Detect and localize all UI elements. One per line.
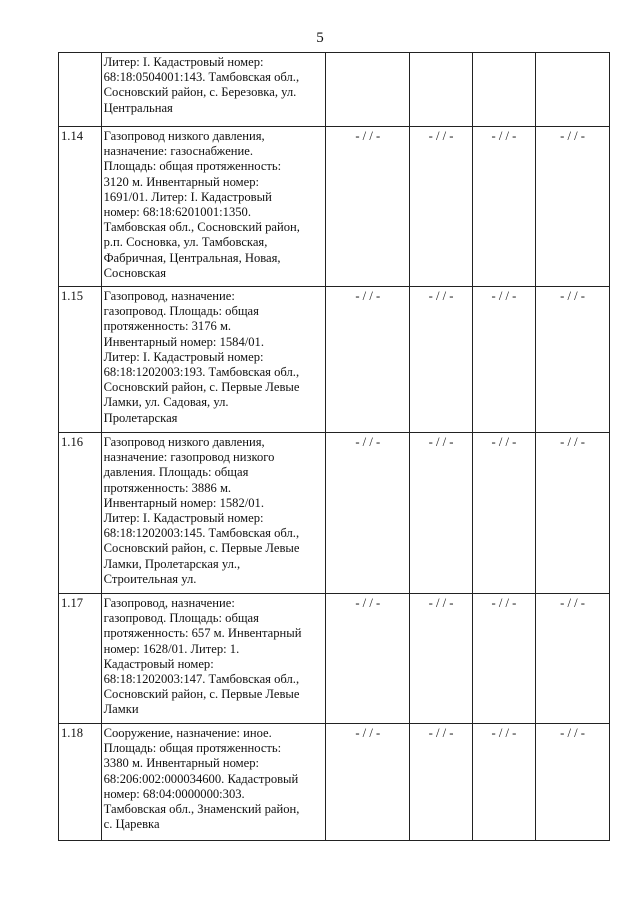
- row-col-3: [410, 287, 472, 433]
- row-col-4: [472, 127, 535, 287]
- row-col-4: [472, 724, 535, 841]
- table-row: [59, 53, 610, 127]
- row-col-5-text: - / / -: [560, 129, 585, 143]
- row-number: [59, 433, 102, 594]
- row-col-4-text: - / / -: [491, 726, 517, 740]
- row-number-text: 1.16: [61, 435, 84, 449]
- row-description-text: Литер: I. Кадастровый номер: 68:18:0504001:143. Тамбовская обл., Сосновский район, с. Березовка, ул. Центральная: [103, 55, 300, 115]
- row-number: [59, 53, 102, 127]
- row-col-4: [472, 433, 535, 594]
- row-col-2-text: - / / -: [355, 596, 381, 610]
- row-col-4-text: - / / -: [491, 129, 517, 143]
- row-col-2: [326, 287, 410, 433]
- table-row: [59, 287, 610, 433]
- row-col-2-text: - / / -: [355, 726, 381, 740]
- row-col-3: [410, 724, 472, 841]
- row-col-3-text: - / / -: [428, 129, 454, 143]
- row-col-3-text: - / / -: [428, 435, 454, 449]
- row-number-text: 1.18: [61, 726, 84, 740]
- table-row: [59, 127, 610, 287]
- row-col-4: [472, 53, 535, 127]
- row-col-5: [536, 433, 610, 594]
- row-col-5: [536, 127, 610, 287]
- row-description: [101, 127, 326, 287]
- row-col-3-text: - / / -: [428, 726, 454, 740]
- row-col-3: [410, 433, 472, 594]
- row-description-text: Газопровод, назначение: газопровод. Площадь: общая протяженность: 3176 м. Инвентарный номер: 1584/01. Литер: I. Кадастровый номер: 68:18:1202003:193. Тамбовская обл., Сосновский район, с. Первые Левые Ламки, ул. Садовая, ул. Пролетарская: [103, 289, 300, 425]
- row-description-text: Газопровод низкого давления, назначение: газоснабжение. Площадь: общая протяженность: 3120 м. Инвентарный номер: 1691/01. Литер: I. Кадастровый номер: 68:18:6201001:1350. Тамбовская обл., Сосновский район, р.п. Сосновка, ул. Тамбовская, Фабричная, Центральная, Новая, Сосновская: [103, 129, 300, 280]
- property-registry-table: [58, 52, 610, 841]
- row-number-text: 1.14: [61, 129, 84, 143]
- row-number: [59, 287, 102, 433]
- row-col-5-text: - / / -: [560, 726, 585, 740]
- row-col-5: [536, 594, 610, 724]
- row-col-3-text: - / / -: [428, 289, 454, 303]
- row-col-2: [326, 433, 410, 594]
- page-number: 5: [316, 30, 324, 46]
- row-col-4: [472, 594, 535, 724]
- row-number: [59, 724, 102, 841]
- row-col-3: [410, 127, 472, 287]
- row-col-3: [410, 53, 472, 127]
- row-col-2: [326, 53, 410, 127]
- row-col-2-text: - / / -: [355, 129, 381, 143]
- row-description: [101, 594, 326, 724]
- row-description-text: Газопровод низкого давления, назначение: газопровод низкого давления. Площадь: общая протяженность: 3886 м. Инвентарный номер: 1582/01. Литер: I. Кадастровый номер: 68:18:1202003:145. Тамбовская обл., Сосновский район, с. Первые Левые Ламки, Пролетарская ул., Строительная ул.: [103, 435, 300, 586]
- row-number: [59, 127, 102, 287]
- row-description: [101, 433, 326, 594]
- row-col-5-text: - / / -: [560, 596, 585, 610]
- row-col-4-text: - / / -: [491, 596, 517, 610]
- row-col-5: [536, 724, 610, 841]
- row-col-2-text: - / / -: [355, 289, 381, 303]
- row-description: [101, 287, 326, 433]
- row-col-5: [536, 287, 610, 433]
- row-number: [59, 594, 102, 724]
- row-col-5-text: - / / -: [560, 435, 585, 449]
- row-col-4: [472, 287, 535, 433]
- row-col-4-text: - / / -: [491, 435, 517, 449]
- row-col-2-text: - / / -: [355, 435, 381, 449]
- table-row: [59, 594, 610, 724]
- table-row: [59, 724, 610, 841]
- row-description-text: Газопровод, назначение: газопровод. Площадь: общая протяженность: 657 м. Инвентарный номер: 1628/01. Литер: 1. Кадастровый номер: 68:18:1202003:147. Тамбовская обл., Сосновский район, с. Первые Левые Ламки: [103, 596, 302, 717]
- row-description: [101, 53, 326, 127]
- row-col-4-text: - / / -: [491, 289, 517, 303]
- row-col-3: [410, 594, 472, 724]
- row-number-text: 1.17: [61, 596, 84, 610]
- table-row: [59, 433, 610, 594]
- row-col-5-text: - / / -: [560, 289, 585, 303]
- row-description-text: Сооружение, назначение: иное. Площадь: общая протяженность: 3380 м. Инвентарный номер: 68:206:002:000034600. Кадастровый номер: 68:04:0000000:303. Тамбовская обл., Знаменский район, с. Царевка: [103, 726, 300, 832]
- row-col-2: [326, 127, 410, 287]
- row-col-3-text: - / / -: [428, 596, 454, 610]
- row-number-text: 1.15: [61, 289, 84, 303]
- row-description: [101, 724, 326, 841]
- row-col-2: [326, 594, 410, 724]
- row-col-5: [536, 53, 610, 127]
- row-col-2: [326, 724, 410, 841]
